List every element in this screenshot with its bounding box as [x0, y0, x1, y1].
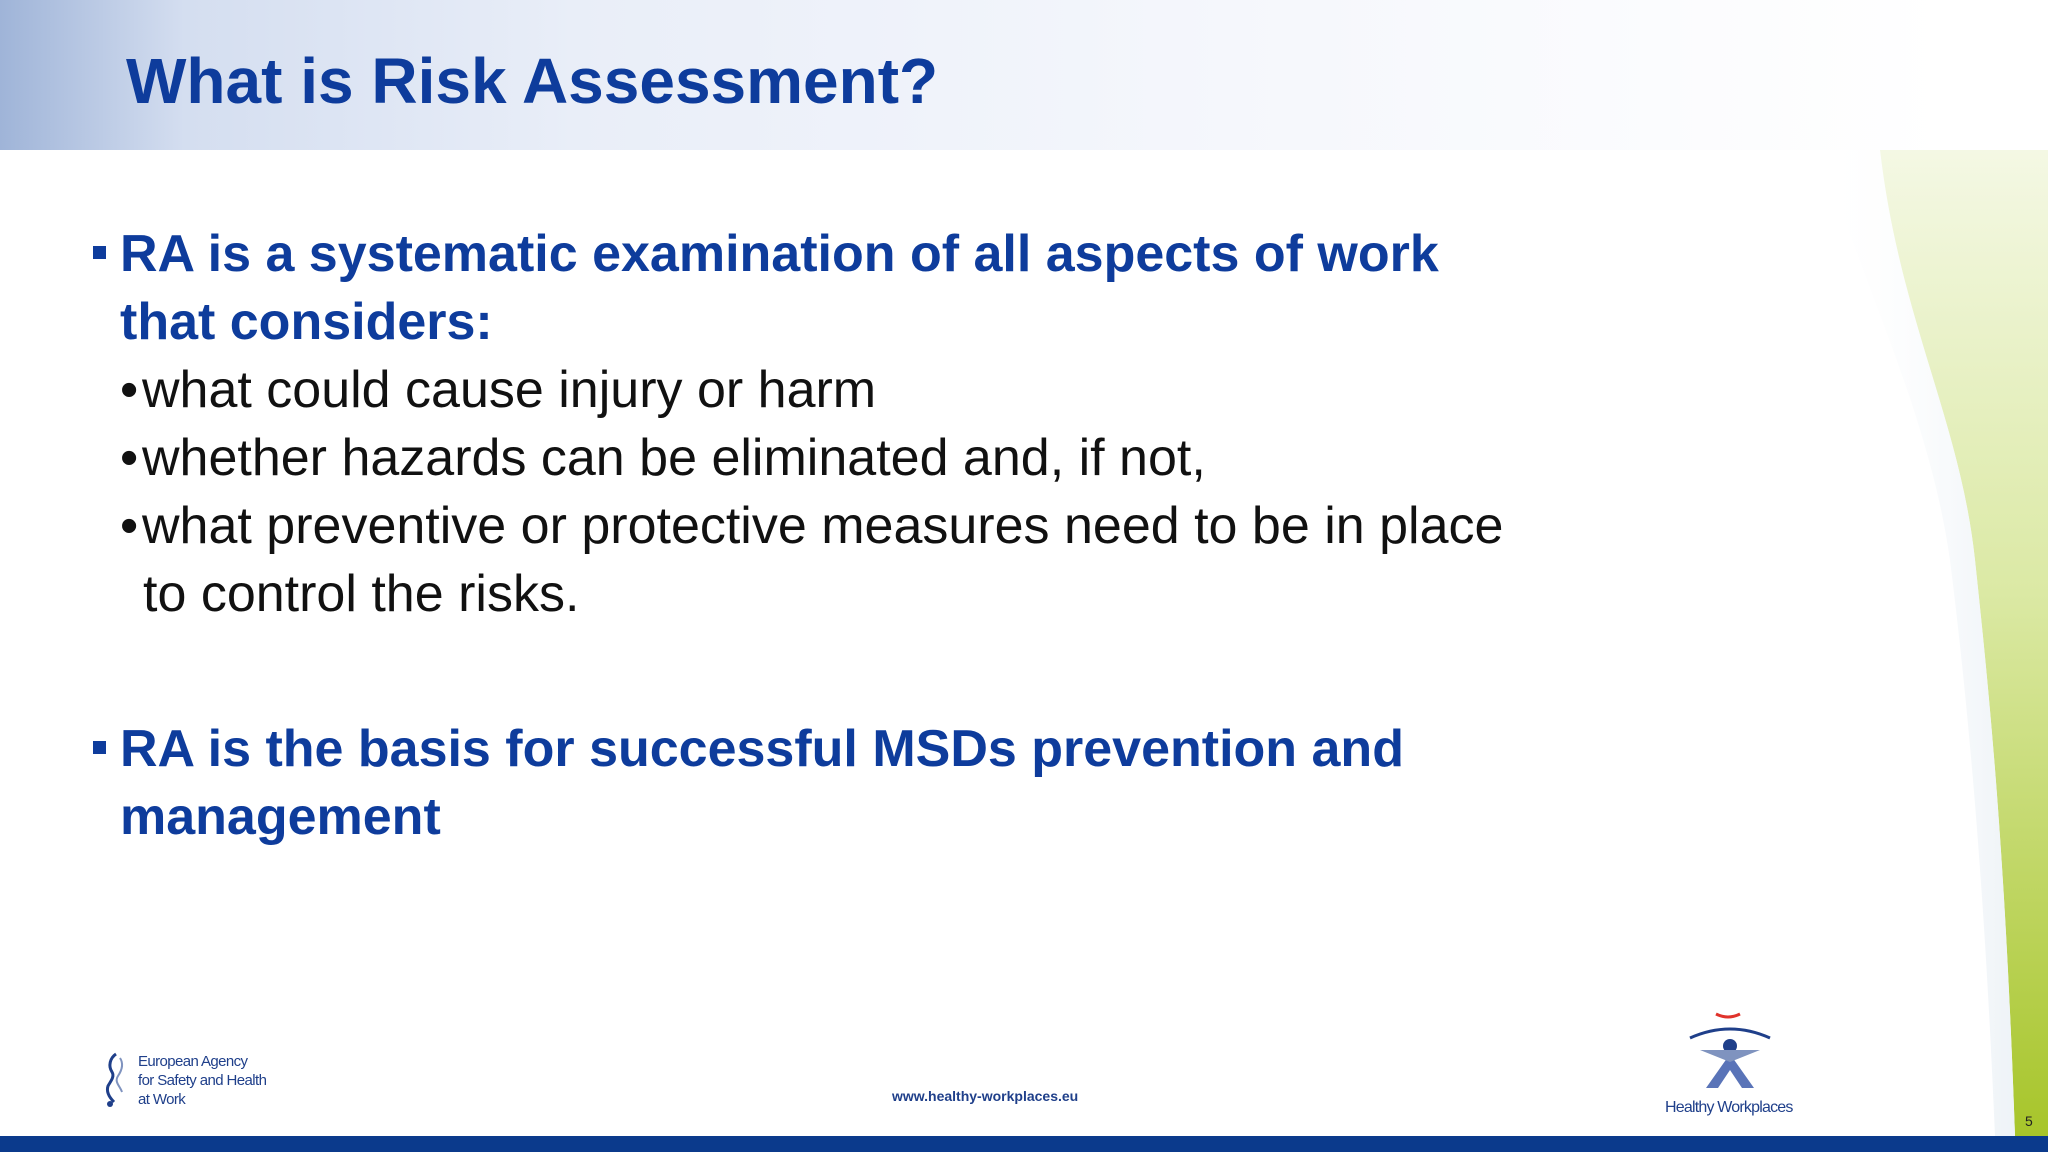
bullet-1-line-2: that considers:: [120, 293, 493, 351]
footer-url: www.healthy-workplaces.eu: [892, 1088, 1079, 1104]
healthy-workplaces-logo: [1660, 1010, 1800, 1120]
eu-osha-emblem-icon: [100, 1050, 132, 1110]
bullet-2: [90, 715, 1690, 851]
slide-title: What is Risk Assessment?: [126, 45, 939, 117]
bottom-bar: [0, 1136, 2048, 1152]
dot-bullet-icon: •: [120, 497, 139, 555]
bullet-2-line-1: RA is the basis for successful MSDs prevention and: [90, 715, 1690, 783]
dot-bullet-icon: •: [120, 361, 139, 419]
bullet-1: [90, 220, 1690, 628]
bullet-1-line-1: RA is a systematic examination of all aspects of work: [90, 220, 1690, 288]
eu-osha-logo: [100, 1050, 280, 1110]
healthy-workplaces-text: Healthy Workplaces: [1665, 1099, 1793, 1116]
eu-osha-text: European Agency for Safety and Health at Work: [138, 1053, 267, 1108]
square-bullet-icon: [93, 246, 106, 259]
dot-bullet-icon: •: [120, 429, 139, 487]
sub-item-1: •what could cause injury or harm: [90, 356, 1690, 424]
healthy-workplaces-figure-icon: [1660, 1010, 1800, 1100]
sub-item-2: •whether hazards can be eliminated and, if not,: [90, 424, 1690, 492]
square-bullet-icon: [93, 741, 106, 754]
page-number: 5: [2025, 1113, 2033, 1129]
bullet-2-line-2: management: [120, 788, 441, 846]
sub-item-3: •what preventive or protective measures need to be in place: [90, 492, 1690, 560]
sub-item-3-continuation: to control the risks.: [143, 565, 580, 623]
